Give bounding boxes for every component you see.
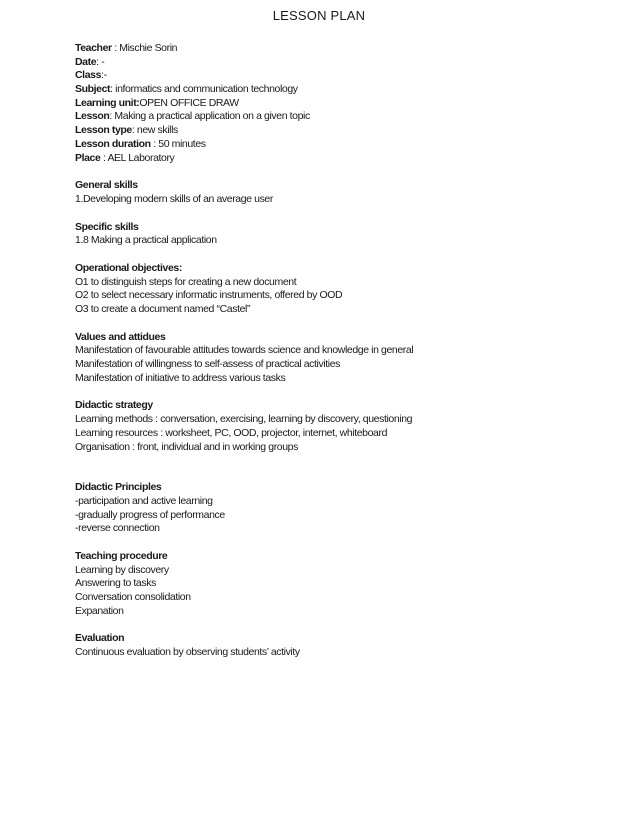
principle-item: -gradually progress of performance [75, 508, 225, 521]
procedure-item: Expanation [75, 604, 124, 617]
unit-field [75, 97, 615, 111]
lesson-value: Making a practical application on a given topic [114, 110, 310, 123]
duration-sep: : [150, 137, 159, 150]
strategy-heading: Didactic strategy [75, 399, 153, 412]
objective-item: O3 to create a document named “Castel” [75, 303, 251, 315]
specific-skill-item: 1.8 Making a practical application [75, 234, 217, 247]
class-field [75, 69, 615, 83]
procedure-heading: Teaching procedure [75, 549, 168, 562]
lesson-sep: : [109, 110, 115, 123]
unit-value: OPEN OFFICE DRAW [139, 96, 239, 109]
values-heading: Values and attidues [75, 330, 166, 343]
evaluation-item: Continuous evaluation by observing students’ activity [75, 646, 300, 659]
duration-value: 50 minutes [158, 137, 206, 150]
general-skill-item: 1.Developing modern skills of an average user [75, 192, 273, 205]
procedure-item: Learning by discovery [75, 563, 169, 576]
lesson-field [75, 110, 615, 124]
duration-field [75, 138, 615, 152]
class-value: - [103, 69, 107, 82]
place-label: Place [75, 151, 101, 164]
values-item: Manifestation of favourable attitudes towards science and knowledge in general [75, 344, 414, 357]
lesson-plan-body [75, 42, 615, 660]
values-item: Manifestation of willingness to self-assess of practical activities [75, 358, 340, 371]
date-field [75, 56, 615, 70]
lesson-type-value: new skills [136, 124, 178, 137]
lesson-type-sep: : [131, 124, 137, 137]
general-skills-heading: General skills [75, 179, 138, 192]
objective-item: O1 to distinguish steps for creating a new document [75, 275, 297, 288]
lesson-type-field [75, 124, 615, 138]
place-sep: : [100, 151, 108, 164]
date-value: - [101, 55, 105, 68]
principle-item: -participation and active learning [75, 494, 213, 507]
specific-skills-heading: Specific skills [75, 220, 139, 233]
unit-label: Learning unit: [75, 96, 140, 109]
place-value: AEL Laboratory [107, 151, 175, 164]
teacher-label: Teacher [75, 42, 112, 54]
evaluation-heading: Evaluation [75, 632, 125, 645]
principles-heading: Didactic Principles [75, 481, 162, 494]
duration-label: Lesson duration [75, 137, 151, 150]
procedure-item: Answering to tasks [75, 577, 156, 590]
subject-sep: : [110, 83, 116, 96]
subject-field [75, 83, 615, 97]
place-field [75, 152, 615, 166]
strategy-item: Organisation : front, individual and in working groups [75, 440, 298, 453]
date-label: Date [75, 55, 97, 68]
objective-item: O2 to select necessary informatic instruments, offered by OOD [75, 289, 343, 302]
values-item: Manifestation of initiative to address various tasks [75, 371, 286, 384]
class-label: Class [75, 69, 102, 82]
procedure-item: Conversation consolidation [75, 591, 191, 603]
strategy-item: Learning resources : worksheet, PC, OOD, projector, internet, whiteboard [75, 426, 388, 439]
strategy-item: Learning methods : conversation, exercising, learning by discovery, questioning [75, 413, 413, 426]
principle-item: -reverse connection [75, 522, 160, 535]
lesson-type-label: Lesson type [75, 124, 132, 137]
lesson-label: Lesson [75, 110, 110, 123]
subject-label: Subject [75, 83, 111, 96]
teacher-sep: : [111, 42, 120, 54]
teacher-value: Mischie Sorin [119, 42, 178, 54]
teacher-field [75, 42, 615, 56]
date-sep: : [96, 55, 102, 68]
class-sep: : [101, 69, 104, 82]
page-title: LESSON PLAN [272, 8, 366, 23]
objectives-heading: Operational objectives: [75, 261, 182, 274]
subject-value: informatics and communication technology [115, 83, 298, 96]
